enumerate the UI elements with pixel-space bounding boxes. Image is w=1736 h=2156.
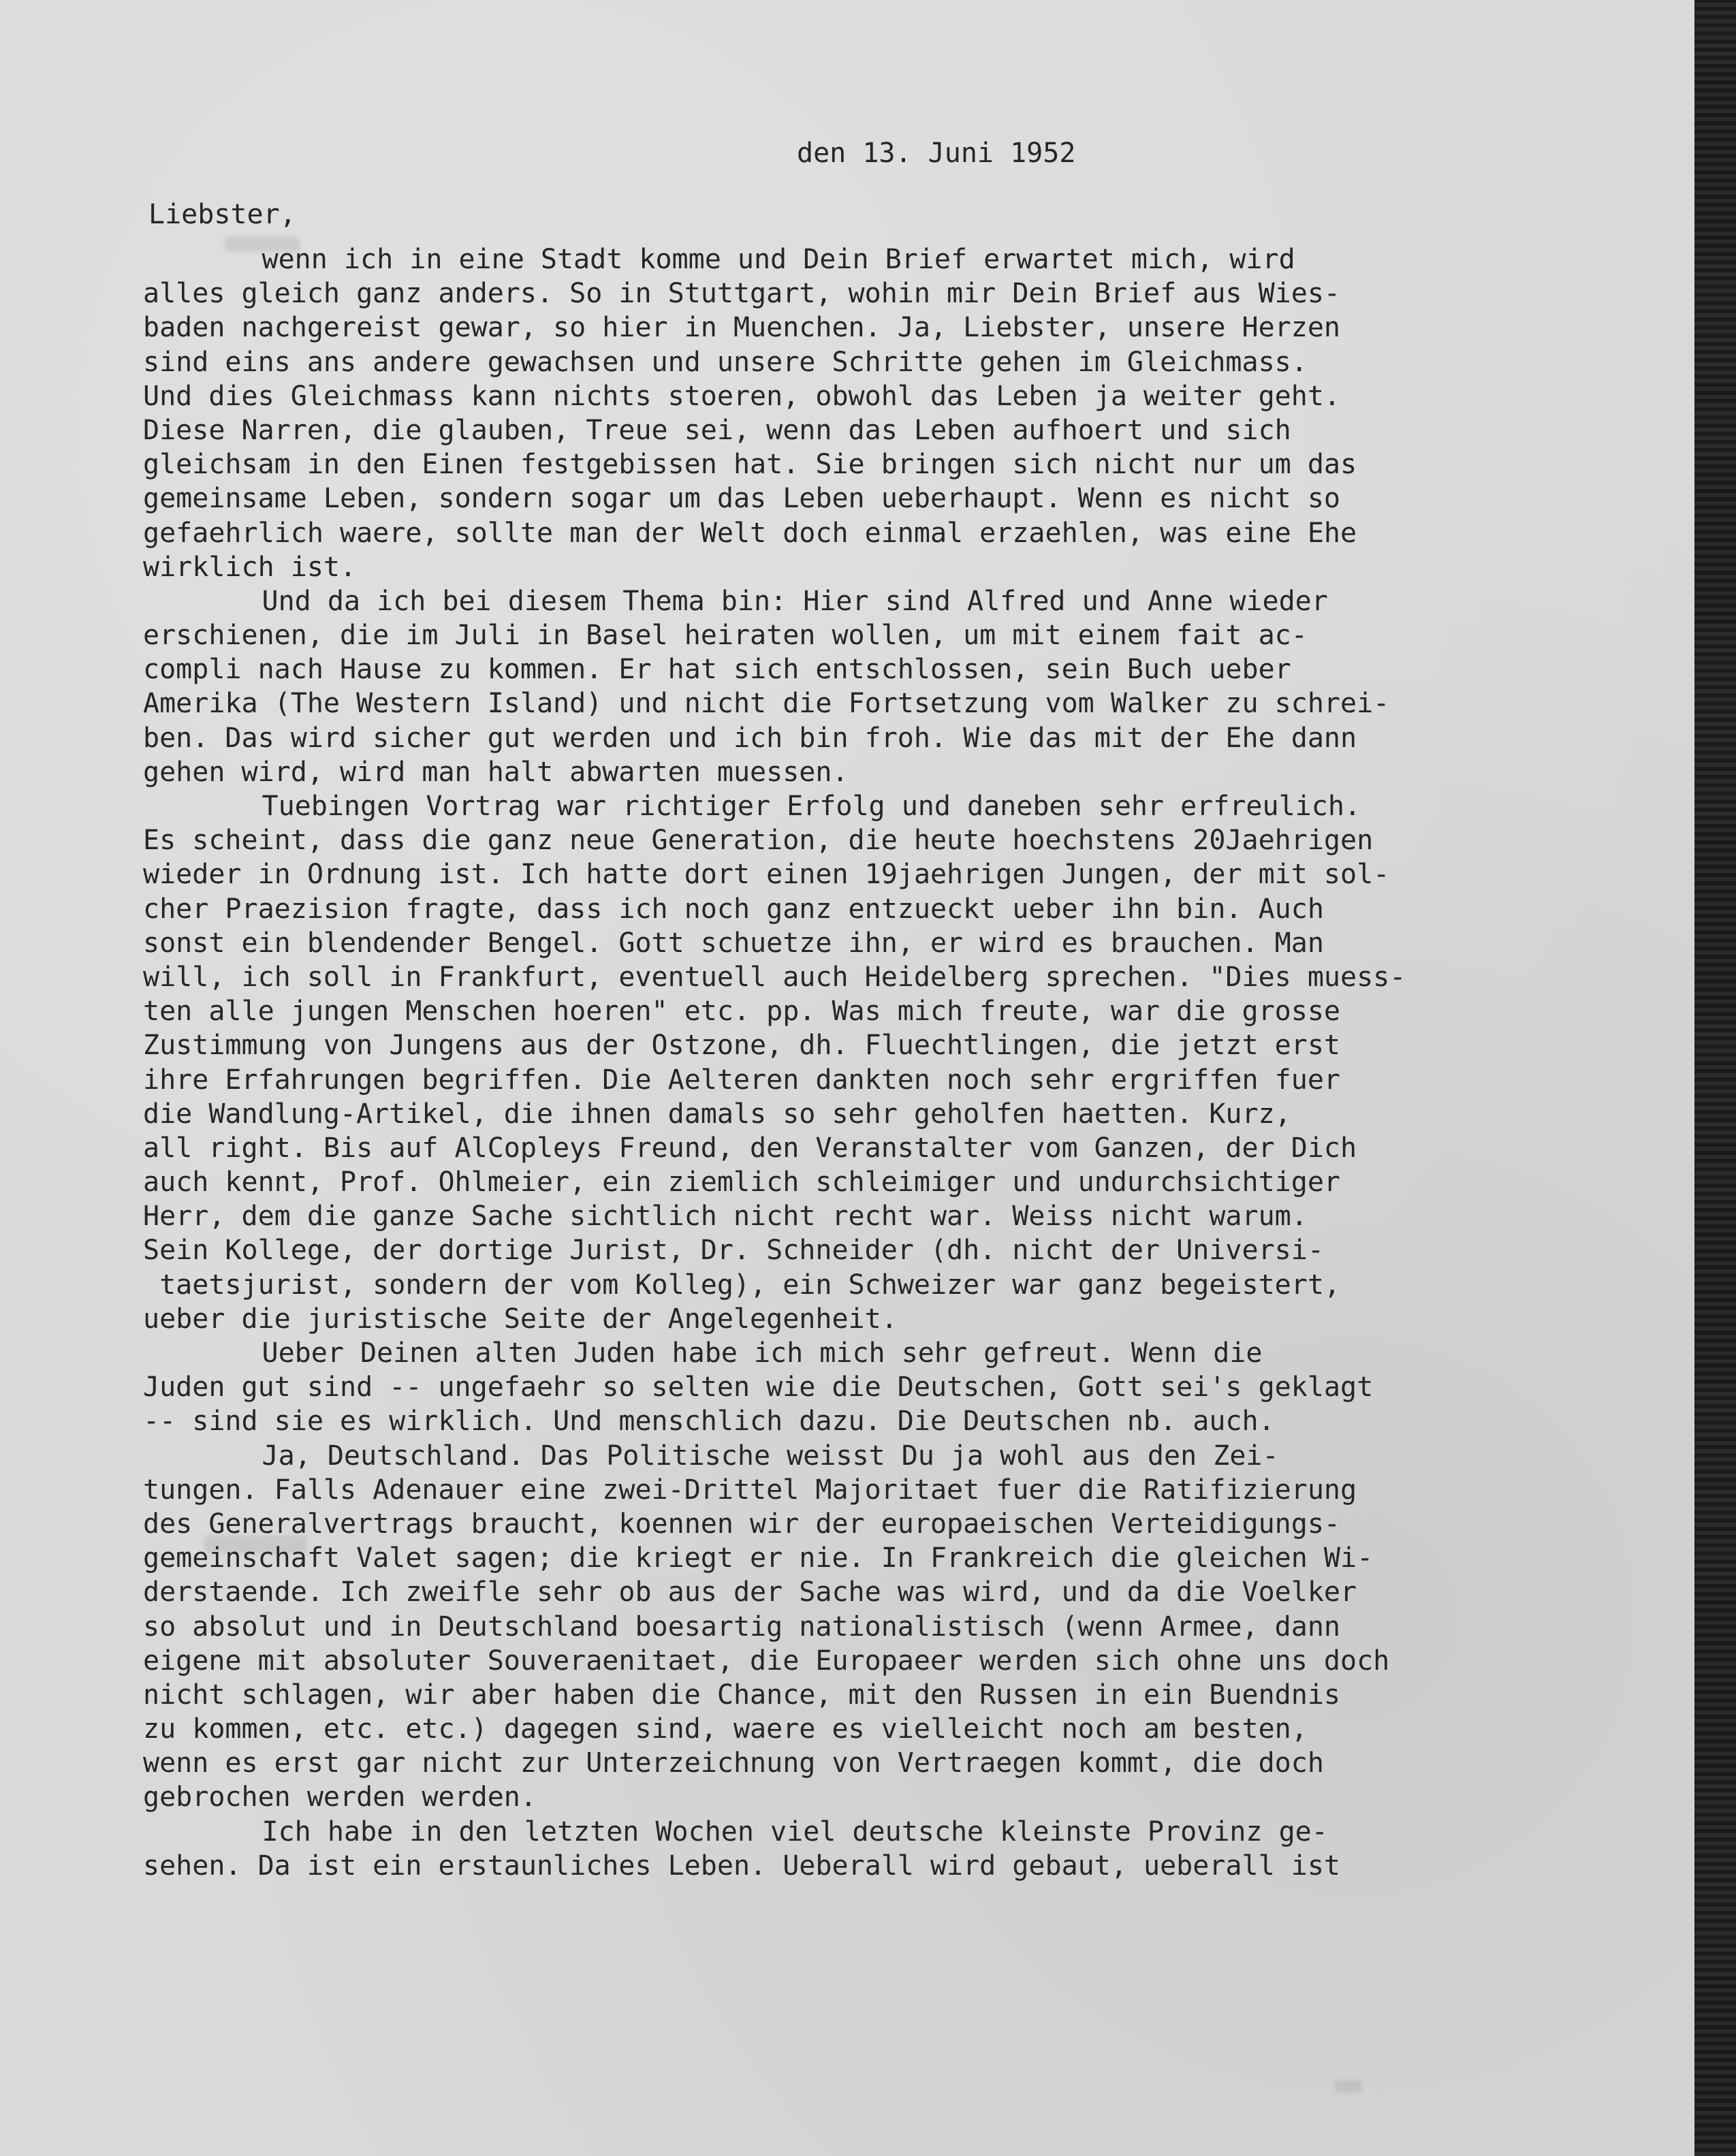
letter-line: will, ich soll in Frankfurt, eventuell auch Heidelberg sprechen. "Dies muess- (143, 961, 1406, 993)
letter-line: nicht schlagen, wir aber haben die Chance, mit den Russen in ein Buendnis (143, 1679, 1340, 1711)
letter-line: Amerika (The Western Island) und nicht die Fortsetzung vom Walker zu schrei- (143, 688, 1390, 720)
letter-line: Und dies Gleichmass kann nichts stoeren, obwohl das Leben ja weiter geht. (143, 380, 1340, 412)
letter-line: erschienen, die im Juli in Basel heiraten wollen, um mit einem fait ac- (143, 620, 1308, 652)
letter-line: all right. Bis auf AlCopleys Freund, den Veranstalter vom Ganzen, der Dich (143, 1132, 1357, 1164)
letter-line: Ich habe in den letzten Wochen viel deutsche kleinste Provinz ge- (163, 1816, 1328, 1848)
letter-line: Diese Narren, die glauben, Treue sei, wenn das Leben aufhoert und sich (143, 414, 1291, 446)
letter-line: eigene mit absoluter Souveraenitaet, die Europaeer werden sich ohne uns doch (143, 1645, 1390, 1677)
letter-line: auch kennt, Prof. Ohlmeier, ein ziemlich schleimiger und undurchsichtiger (143, 1167, 1340, 1199)
letter-line: derstaende. Ich zweifle sehr ob aus der Sache was wird, und da die Voelker (143, 1576, 1357, 1608)
letter-line: wenn es erst gar nicht zur Unterzeichnung von Vertraegen kommt, die doch (143, 1747, 1324, 1779)
letter-line: Herr, dem die ganze Sache sichtlich nicht recht war. Weiss nicht warum. (143, 1201, 1308, 1233)
letter-line: Und da ich bei diesem Thema bin: Hier sind Alfred und Anne wieder (163, 585, 1328, 617)
letter-line: gemeinsame Leben, sondern sogar um das Leben ueberhaupt. Wenn es nicht so (143, 483, 1340, 515)
letter-line: Juden gut sind -- ungefaehr so selten wie die Deutschen, Gott sei's geklagt (143, 1372, 1374, 1404)
letter-date: den 13. Juni 1952 (797, 138, 1076, 169)
letter-line: alles gleich ganz anders. So in Stuttgart, wohin mir Dein Brief aus Wies- (143, 278, 1340, 310)
letter-line: die Wandlung-Artikel, die ihnen damals so sehr geholfen haetten. Kurz, (143, 1098, 1291, 1130)
letter-body (143, 242, 1689, 1883)
letter-line: Es scheint, dass die ganz neue Generation, die heute hoechstens 20Jaehrigen (143, 825, 1374, 857)
scan-edge-strip (1694, 0, 1736, 2156)
letter-line: ben. Das wird sicher gut werden und ich bin froh. Wie das mit der Ehe dann (143, 722, 1357, 754)
letter-line: sonst ein blendender Bengel. Gott schuetze ihn, er wird es brauchen. Man (143, 927, 1324, 959)
letter-line: ueber die juristische Seite der Angelegenheit. (143, 1303, 898, 1335)
letter-line: wieder in Ordnung ist. Ich hatte dort einen 19jaehrigen Jungen, der mit sol- (143, 859, 1390, 891)
letter-line: Tuebingen Vortrag war richtiger Erfolg und daneben sehr erfreulich. (163, 791, 1361, 822)
letter-line: baden nachgereist gewar, so hier in Muenchen. Ja, Liebster, unsere Herzen (143, 312, 1340, 344)
letter-line: Ja, Deutschland. Das Politische weisst Du ja wohl aus den Zei- (163, 1440, 1279, 1472)
letter-line: -- sind sie es wirklich. Und menschlich dazu. Die Deutschen nb. auch. (143, 1406, 1275, 1438)
letter-line: gebrochen werden werden. (143, 1781, 537, 1813)
letter-line: Zustimmung von Jungens aus der Ostzone, dh. Fluechtlingen, die jetzt erst (143, 1030, 1340, 1062)
letter-line: compli nach Hause zu kommen. Er hat sich entschlossen, sein Buch ueber (143, 654, 1291, 686)
letter-line: gefaehrlich waere, sollte man der Welt doch einmal erzaehlen, was eine Ehe (143, 517, 1357, 549)
letter-salutation: Liebster, (148, 199, 296, 230)
letter-line: so absolut und in Deutschland boesartig nationalistisch (wenn Armee, dann (143, 1611, 1340, 1643)
letter-line: gemeinschaft Valet sagen; die kriegt er nie. In Frankreich die gleichen Wi- (143, 1542, 1374, 1574)
letter-line: ihre Erfahrungen begriffen. Die Aelteren dankten noch sehr ergriffen fuer (143, 1064, 1340, 1096)
letter-line: sind eins ans andere gewachsen und unsere Schritte gehen im Gleichmass. (143, 346, 1308, 378)
letter-line: sehen. Da ist ein erstaunliches Leben. Ueberall wird gebaut, ueberall ist (143, 1850, 1340, 1882)
letter-line: taetsjurist, sondern der vom Kolleg), ein Schweizer war ganz begeistert, (143, 1269, 1340, 1301)
letter-line: gleichsam in den Einen festgebissen hat. Sie bringen sich nicht nur um das (143, 449, 1357, 481)
letter-line: Ueber Deinen alten Juden habe ich mich sehr gefreut. Wenn die (163, 1337, 1263, 1369)
letter-line: ten alle jungen Menschen hoeren" etc. pp. Was mich freute, war die grosse (143, 996, 1340, 1028)
paper-smudge (1335, 2080, 1362, 2093)
letter-line: wenn ich in eine Stadt komme und Dein Brief erwartet mich, wird (163, 244, 1295, 275)
letter-line: cher Praezision fragte, dass ich noch ganz entzueckt ueber ihn bin. Auch (143, 893, 1324, 925)
letter-line: zu kommen, etc. etc.) dagegen sind, waere es vielleicht noch am besten, (143, 1713, 1308, 1745)
letter-line: des Generalvertrags braucht, koennen wir der europaeischen Verteidigungs- (143, 1508, 1340, 1540)
letter-line: Sein Kollege, der dortige Jurist, Dr. Schneider (dh. nicht der Universi- (143, 1235, 1324, 1267)
letter-line: wirklich ist. (143, 551, 357, 583)
letter-line: gehen wird, wird man halt abwarten muessen. (143, 756, 849, 788)
letter-line: tungen. Falls Adenauer eine zwei-Drittel Majoritaet fuer die Ratifizierung (143, 1474, 1357, 1506)
